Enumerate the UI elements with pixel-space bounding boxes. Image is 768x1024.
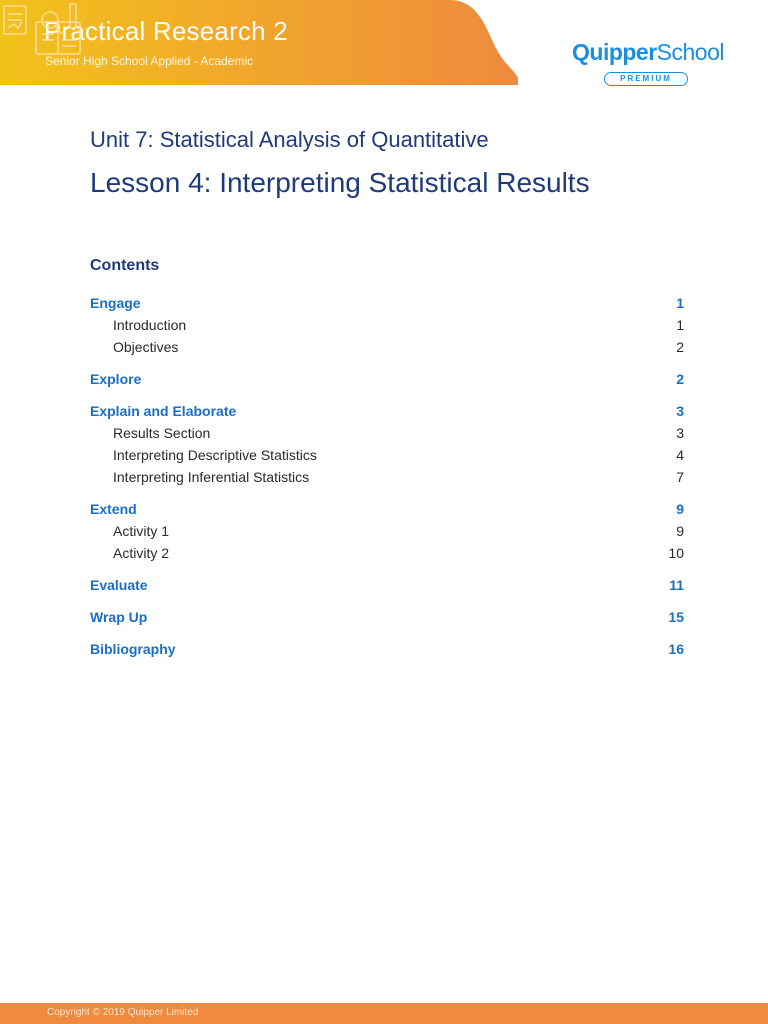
toc-subsection-entry[interactable] bbox=[90, 444, 684, 466]
toc-subsection-title: Activity 1 bbox=[113, 523, 170, 539]
toc-section-page: 9 bbox=[676, 501, 684, 517]
toc-section-page: 11 bbox=[669, 577, 684, 593]
toc-subsection-title: Introduction bbox=[113, 317, 187, 333]
premium-badge: PREMIUM bbox=[604, 72, 688, 86]
toc-section-title: Explore bbox=[90, 371, 142, 387]
toc-subsection-title: Activity 2 bbox=[113, 545, 170, 561]
toc-section-page: 1 bbox=[676, 295, 684, 311]
toc-section-entry[interactable] bbox=[90, 292, 684, 314]
quipper-school-logo bbox=[572, 38, 732, 90]
toc-section-entry[interactable] bbox=[90, 368, 684, 390]
course-banner bbox=[0, 0, 520, 85]
toc-subsection-page: 4 bbox=[676, 447, 684, 463]
toc-section-title: Explain and Elaborate bbox=[90, 403, 237, 419]
toc-subsection-page: 10 bbox=[668, 545, 684, 561]
toc-section bbox=[90, 368, 684, 390]
copyright-text: Copyright © 2019 Quipper Limited bbox=[47, 1007, 199, 1018]
toc-subsection-entry[interactable] bbox=[90, 542, 684, 564]
course-title: Practical Research 2 bbox=[44, 16, 288, 46]
toc-section bbox=[90, 292, 684, 358]
toc-section-title: Engage bbox=[90, 295, 141, 311]
toc-section-page: 2 bbox=[676, 371, 684, 387]
unit-title: Unit 7: Statistical Analysis of Quantitative bbox=[90, 127, 489, 152]
lesson-title: Lesson 4: Interpreting Statistical Results bbox=[90, 167, 590, 198]
toc-section bbox=[90, 574, 684, 596]
toc-section-entry[interactable] bbox=[90, 574, 684, 596]
contents-heading: Contents bbox=[90, 257, 160, 274]
toc-section bbox=[90, 498, 684, 564]
toc-subsection-entry[interactable] bbox=[90, 314, 684, 336]
toc-section-entry[interactable] bbox=[90, 638, 684, 660]
toc-subsection-entry[interactable] bbox=[90, 422, 684, 444]
toc-section-entry[interactable] bbox=[90, 606, 684, 628]
toc-section-title: Extend bbox=[90, 501, 137, 517]
toc-section-page: 16 bbox=[668, 641, 684, 657]
toc-section bbox=[90, 606, 684, 628]
logo-brand-part2: School bbox=[656, 39, 724, 65]
table-of-contents bbox=[90, 292, 684, 670]
toc-section-page: 3 bbox=[676, 403, 684, 419]
toc-subsection-title: Objectives bbox=[113, 339, 179, 355]
toc-subsection-page: 1 bbox=[676, 317, 684, 333]
toc-section bbox=[90, 638, 684, 660]
toc-section-page: 15 bbox=[668, 609, 684, 625]
toc-section-entry[interactable] bbox=[90, 498, 684, 520]
toc-section-entry[interactable] bbox=[90, 400, 684, 422]
course-subtitle: Senior High School Applied - Academic bbox=[45, 54, 254, 68]
toc-subsection-title: Results Section bbox=[113, 425, 211, 441]
logo-brand-part1: Quipper bbox=[572, 39, 657, 65]
toc-subsection-page: 2 bbox=[676, 339, 684, 355]
toc-section-title: Bibliography bbox=[90, 641, 176, 657]
toc-section bbox=[90, 400, 684, 488]
toc-subsection-title: Interpreting Inferential Statistics bbox=[113, 469, 310, 485]
research-illustration-icon bbox=[0, 0, 90, 62]
toc-section-title: Evaluate bbox=[90, 577, 148, 593]
toc-subsection-entry[interactable] bbox=[90, 336, 684, 358]
toc-subsection-page: 3 bbox=[676, 425, 684, 441]
toc-section-title: Wrap Up bbox=[90, 609, 148, 625]
toc-subsection-page: 9 bbox=[676, 523, 684, 539]
toc-subsection-entry[interactable] bbox=[90, 520, 684, 542]
page-footer bbox=[0, 1003, 768, 1024]
toc-subsection-page: 7 bbox=[676, 469, 684, 485]
toc-subsection-title: Interpreting Descriptive Statistics bbox=[113, 447, 317, 463]
toc-subsection-entry[interactable] bbox=[90, 466, 684, 488]
